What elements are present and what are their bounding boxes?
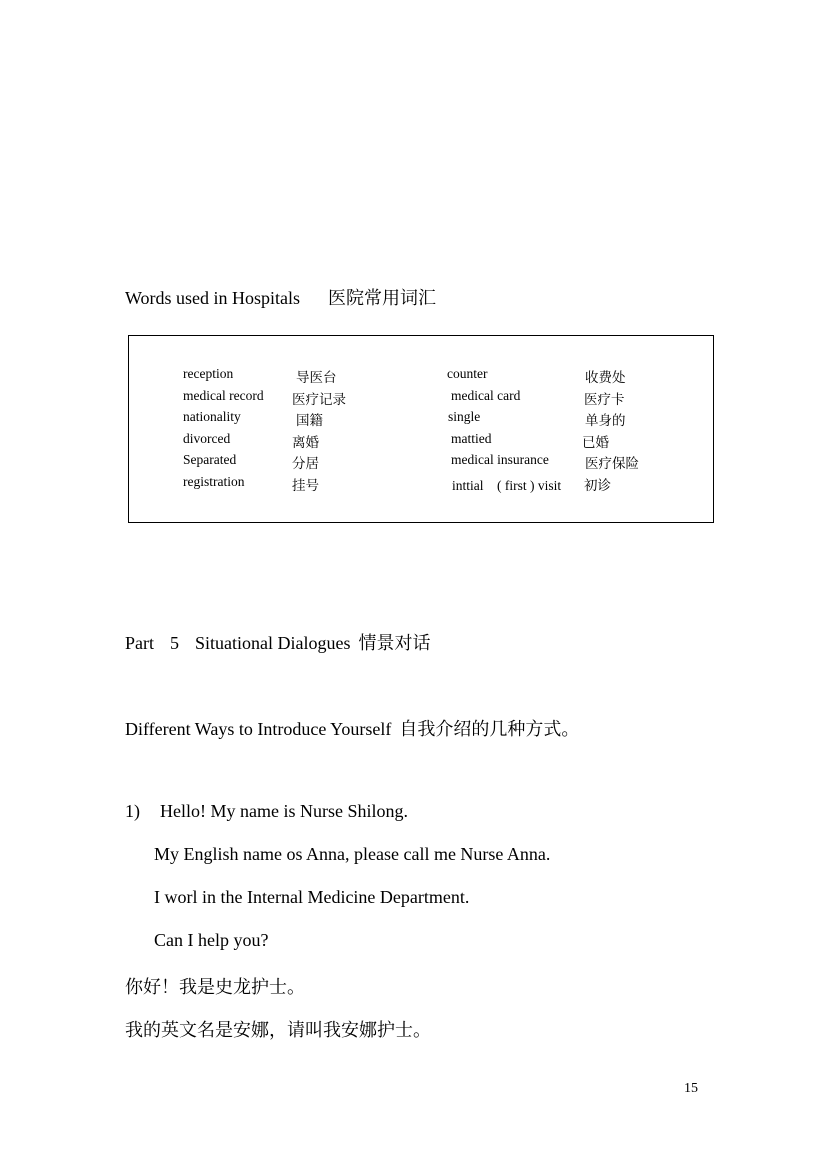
vocab-term-zh: 初诊 <box>584 478 611 493</box>
part-number: 5 <box>170 633 179 653</box>
vocab-term-zh: 分居 <box>292 456 319 471</box>
vocab-term-zh: 挂号 <box>292 478 319 493</box>
vocab-term-zh: 医疗保险 <box>585 456 639 471</box>
vocab-term-zh: 已婚 <box>582 435 609 450</box>
vocab-term-zh: 医疗记录 <box>292 392 346 407</box>
subheading-en: Different Ways to Introduce Yourself <box>125 719 392 739</box>
section-heading-en: Words used in Hospitals <box>125 288 301 308</box>
dialogue-line: My English name os Anna, please call me Nurse Anna. <box>154 844 551 864</box>
subheading <box>125 715 579 741</box>
vocab-term-en: registration <box>183 474 245 489</box>
section-heading <box>125 284 436 310</box>
vocab-term-zh: 医疗卡 <box>584 392 625 407</box>
vocab-term-en: counter <box>447 366 488 381</box>
vocab-term-en: Separated <box>183 452 237 467</box>
vocab-term-en: divorced <box>183 431 231 446</box>
vocab-term-en: medical insurance <box>451 452 549 467</box>
dialogue-line: I worl in the Internal Medicine Department. <box>154 887 470 907</box>
dialogue-line: Can I help you? <box>154 930 269 950</box>
part-title-zh: 情景对话 <box>358 633 431 653</box>
dialogue-line-zh: 我的英文名是安娜，请叫我安娜护士。 <box>125 1020 431 1040</box>
page-number: 15 <box>684 1081 698 1096</box>
section-heading-zh: 医院常用词汇 <box>328 288 437 308</box>
vocab-term-zh: 收费处 <box>585 370 626 385</box>
vocabulary-box <box>128 335 714 523</box>
dialogue-line-zh: 你好！我是史龙护士。 <box>125 977 305 997</box>
vocab-term-en: nationality <box>183 409 241 424</box>
vocab-term-en: inttial ( first ) visit <box>452 478 562 493</box>
vocab-term-zh: 离婚 <box>292 435 319 450</box>
dialogue-line: Hello! My name is Nurse Shilong. <box>160 801 408 821</box>
vocab-term-en: medical record <box>183 388 264 403</box>
list-marker: 1) <box>125 801 140 821</box>
subheading-zh: 自我介绍的几种方式。 <box>399 719 580 739</box>
vocab-term-en: mattied <box>451 431 492 446</box>
vocab-term-en: reception <box>183 366 234 381</box>
vocab-term-zh: 单身的 <box>585 413 626 428</box>
vocab-term-zh: 国籍 <box>296 413 323 428</box>
vocab-term-en: single <box>448 409 481 424</box>
vocab-term-zh: 导医台 <box>296 370 337 385</box>
vocab-term-en: medical card <box>451 388 521 403</box>
part-title: Situational Dialogues <box>195 633 351 653</box>
part-heading <box>125 629 430 655</box>
part-label: Part <box>125 633 154 653</box>
